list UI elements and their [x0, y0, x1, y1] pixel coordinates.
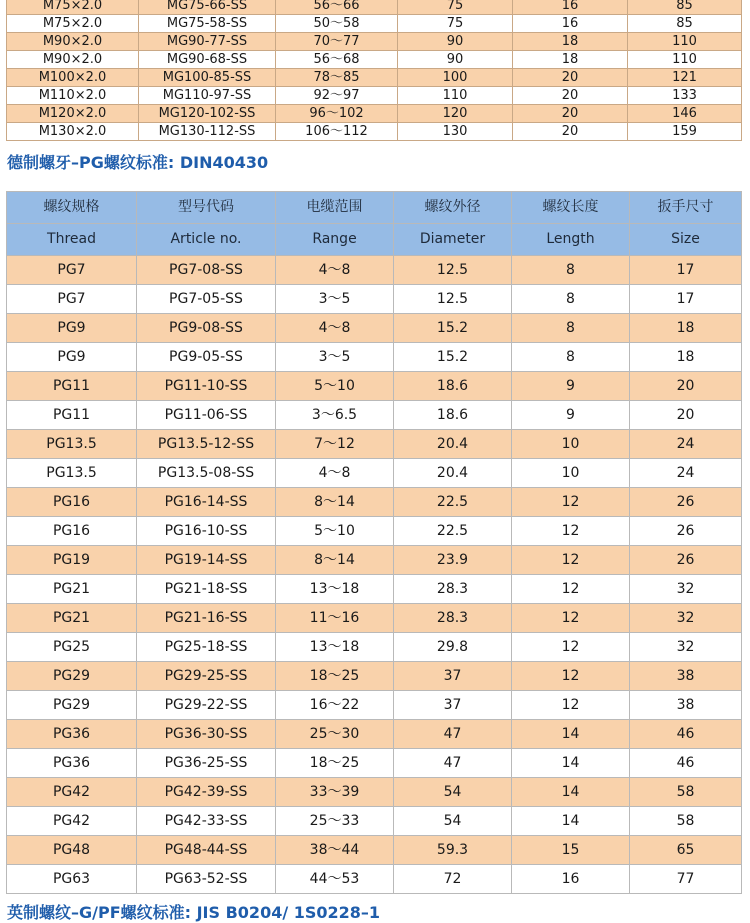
table-cell: PG11 [7, 401, 137, 430]
table-cell: 3～6.5 [276, 401, 394, 430]
table-cell: M120×2.0 [7, 105, 139, 123]
table-cell: 16 [512, 865, 630, 894]
header-row-cn [7, 192, 742, 224]
table-cell: PG13.5 [7, 459, 137, 488]
table-cell: 9 [512, 401, 630, 430]
table-cell: 18～25 [276, 749, 394, 778]
table-cell: 5～10 [276, 517, 394, 546]
table-cell: 20 [513, 123, 628, 141]
table-cell: 18～25 [276, 662, 394, 691]
table-cell: 20 [513, 105, 628, 123]
table-cell: 28.3 [394, 575, 512, 604]
table-cell: PG16 [7, 488, 137, 517]
table-cell: 28.3 [394, 604, 512, 633]
table-cell: 12 [512, 691, 630, 720]
table-cell: PG7-08-SS [137, 256, 276, 285]
table-cell: 58 [630, 807, 742, 836]
table-cell: 12.5 [394, 285, 512, 314]
table-cell: PG48-44-SS [137, 836, 276, 865]
table-cell: PG16 [7, 517, 137, 546]
table-cell: 56～66 [276, 0, 398, 15]
table-row [7, 87, 742, 105]
table-cell: 23.9 [394, 546, 512, 575]
pg-table-header [7, 192, 742, 256]
table-cell: MG110-97-SS [139, 87, 276, 105]
table-cell: MG90-77-SS [139, 33, 276, 51]
table-cell: 12 [512, 517, 630, 546]
table-cell: 78～85 [276, 69, 398, 87]
table-cell: 38 [630, 662, 742, 691]
table-cell: 24 [630, 459, 742, 488]
table-cell: 121 [628, 69, 742, 87]
table-cell: PG7 [7, 285, 137, 314]
table-cell: 4～8 [276, 256, 394, 285]
table-cell: 10 [512, 459, 630, 488]
table-cell: 4～8 [276, 459, 394, 488]
metric-spec-table-body [7, 0, 742, 141]
table-cell: 146 [628, 105, 742, 123]
table-cell: 110 [628, 51, 742, 69]
table-cell: 130 [398, 123, 513, 141]
table-cell: PG63 [7, 865, 137, 894]
table-row [7, 604, 742, 633]
table-cell: PG9-08-SS [137, 314, 276, 343]
table-cell: M75×2.0 [7, 15, 139, 33]
table-cell: 12 [512, 488, 630, 517]
header-en-range: Range [276, 224, 394, 256]
table-cell: 4～8 [276, 314, 394, 343]
table-row [7, 488, 742, 517]
table-row [7, 720, 742, 749]
table-cell: M90×2.0 [7, 33, 139, 51]
pg-thread-spec-table [6, 191, 742, 894]
table-cell: 20.4 [394, 430, 512, 459]
table-cell: M90×2.0 [7, 51, 139, 69]
table-cell: 12 [512, 633, 630, 662]
table-cell: 17 [630, 256, 742, 285]
header-en-size: Size [630, 224, 742, 256]
table-cell: 14 [512, 807, 630, 836]
table-cell: 70～77 [276, 33, 398, 51]
table-cell: 38 [630, 691, 742, 720]
table-cell: 56～68 [276, 51, 398, 69]
table-cell: PG63-52-SS [137, 865, 276, 894]
table-row [7, 51, 742, 69]
table-cell: 46 [630, 720, 742, 749]
table-row [7, 33, 742, 51]
table-cell: 106～112 [276, 123, 398, 141]
table-cell: 38～44 [276, 836, 394, 865]
table-cell: 3～5 [276, 343, 394, 372]
header-row-en [7, 224, 742, 256]
table-cell: 20 [630, 372, 742, 401]
table-cell: 29.8 [394, 633, 512, 662]
table-row [7, 343, 742, 372]
header-cn-length: 螺纹长度 [512, 192, 630, 224]
table-cell: PG36-25-SS [137, 749, 276, 778]
table-cell: 75 [398, 0, 513, 15]
table-cell: 18 [513, 51, 628, 69]
table-cell: 20 [513, 69, 628, 87]
table-cell: 26 [630, 488, 742, 517]
table-cell: 26 [630, 546, 742, 575]
table-row [7, 575, 742, 604]
table-cell: PG13.5-12-SS [137, 430, 276, 459]
table-cell: PG9 [7, 343, 137, 372]
table-row [7, 807, 742, 836]
table-cell: 32 [630, 604, 742, 633]
table-cell: 18.6 [394, 401, 512, 430]
bsp-section-title: 英制螺纹–G/PF螺纹标准: JIS B0204/ 1S0228–1 [7, 903, 381, 922]
table-cell: 59.3 [394, 836, 512, 865]
table-cell: PG9 [7, 314, 137, 343]
table-cell: 159 [628, 123, 742, 141]
header-en-diameter: Diameter [394, 224, 512, 256]
table-cell: 12.5 [394, 256, 512, 285]
table-cell: PG7 [7, 256, 137, 285]
table-cell: 15.2 [394, 343, 512, 372]
table-row [7, 256, 742, 285]
table-cell: 12 [512, 662, 630, 691]
table-cell: 18 [630, 343, 742, 372]
table-cell: 24 [630, 430, 742, 459]
table-cell: 37 [394, 662, 512, 691]
table-cell: 8 [512, 343, 630, 372]
pg-section-title: 德制螺牙–PG螺纹标准: DIN40430 [7, 153, 269, 172]
table-cell: PG21 [7, 575, 137, 604]
table-row [7, 865, 742, 894]
table-cell: 16 [513, 15, 628, 33]
table-cell: 46 [630, 749, 742, 778]
table-cell: 8～14 [276, 546, 394, 575]
table-row [7, 459, 742, 488]
table-cell: PG19-14-SS [137, 546, 276, 575]
table-cell: M110×2.0 [7, 87, 139, 105]
table-cell: 85 [628, 15, 742, 33]
table-cell: 8～14 [276, 488, 394, 517]
table-cell: 90 [398, 51, 513, 69]
table-cell: 54 [394, 807, 512, 836]
table-cell: 15 [512, 836, 630, 865]
table-row [7, 517, 742, 546]
table-cell: 26 [630, 517, 742, 546]
table-cell: 8 [512, 314, 630, 343]
table-cell: PG42-33-SS [137, 807, 276, 836]
table-cell: PG11-06-SS [137, 401, 276, 430]
table-cell: PG36 [7, 749, 137, 778]
table-cell: PG48 [7, 836, 137, 865]
table-cell: PG9-05-SS [137, 343, 276, 372]
table-row [7, 691, 742, 720]
table-cell: PG36 [7, 720, 137, 749]
table-cell: 13～18 [276, 633, 394, 662]
table-cell: 22.5 [394, 488, 512, 517]
table-cell: 12 [512, 546, 630, 575]
table-cell: 110 [628, 33, 742, 51]
table-cell: PG29 [7, 691, 137, 720]
table-cell: 32 [630, 575, 742, 604]
table-cell: 14 [512, 778, 630, 807]
table-row [7, 836, 742, 865]
table-cell: 18.6 [394, 372, 512, 401]
table-cell: M75×2.0 [7, 0, 139, 15]
table-cell: 3～5 [276, 285, 394, 314]
table-cell: PG29-25-SS [137, 662, 276, 691]
table-cell: 7～12 [276, 430, 394, 459]
table-cell: 58 [630, 778, 742, 807]
table-cell: 120 [398, 105, 513, 123]
table-cell: 47 [394, 720, 512, 749]
table-cell: 44～53 [276, 865, 394, 894]
table-cell: PG21-18-SS [137, 575, 276, 604]
table-cell: 25～30 [276, 720, 394, 749]
table-cell: 92～97 [276, 87, 398, 105]
table-cell: MG100-85-SS [139, 69, 276, 87]
table-row [7, 430, 742, 459]
header-en-article: Article no. [137, 224, 276, 256]
table-cell: 18 [630, 314, 742, 343]
table-cell: 77 [630, 865, 742, 894]
table-cell: 20 [513, 87, 628, 105]
table-cell: PG13.5 [7, 430, 137, 459]
table-cell: PG42 [7, 807, 137, 836]
table-cell: PG25-18-SS [137, 633, 276, 662]
header-cn-range: 电缆范围 [276, 192, 394, 224]
table-cell: PG21-16-SS [137, 604, 276, 633]
table-cell: MG75-66-SS [139, 0, 276, 15]
table-cell: 16～22 [276, 691, 394, 720]
table-cell: 133 [628, 87, 742, 105]
table-cell: 50～58 [276, 15, 398, 33]
header-cn-article: 型号代码 [137, 192, 276, 224]
table-cell: 25～33 [276, 807, 394, 836]
table-cell: PG11-10-SS [137, 372, 276, 401]
table-cell: 96～102 [276, 105, 398, 123]
table-cell: 72 [394, 865, 512, 894]
table-cell: 110 [398, 87, 513, 105]
header-cn-size: 扳手尺寸 [630, 192, 742, 224]
table-row [7, 372, 742, 401]
table-cell: 33～39 [276, 778, 394, 807]
table-cell: 32 [630, 633, 742, 662]
table-cell: 47 [394, 749, 512, 778]
table-cell: PG11 [7, 372, 137, 401]
table-cell: 5～10 [276, 372, 394, 401]
table-row [7, 69, 742, 87]
table-cell: 8 [512, 285, 630, 314]
header-en-length: Length [512, 224, 630, 256]
table-cell: PG29 [7, 662, 137, 691]
header-cn-diameter: 螺纹外径 [394, 192, 512, 224]
table-cell: 85 [628, 0, 742, 15]
table-row [7, 285, 742, 314]
table-cell: 17 [630, 285, 742, 314]
table-row [7, 778, 742, 807]
table-cell: 12 [512, 604, 630, 633]
table-cell: PG21 [7, 604, 137, 633]
table-cell: 11～16 [276, 604, 394, 633]
header-en-thread: Thread [7, 224, 137, 256]
table-cell: 12 [512, 575, 630, 604]
table-cell: PG7-05-SS [137, 285, 276, 314]
table-cell: MG75-58-SS [139, 15, 276, 33]
table-cell: 54 [394, 778, 512, 807]
table-row [7, 662, 742, 691]
table-cell: 10 [512, 430, 630, 459]
table-cell: PG25 [7, 633, 137, 662]
metric-spec-table-continued [6, 0, 742, 141]
pg-table-body [7, 256, 742, 894]
table-cell: 18 [513, 33, 628, 51]
table-cell: 90 [398, 33, 513, 51]
table-cell: PG13.5-08-SS [137, 459, 276, 488]
table-cell: 65 [630, 836, 742, 865]
table-cell: 14 [512, 749, 630, 778]
table-cell: 15.2 [394, 314, 512, 343]
table-row [7, 546, 742, 575]
table-cell: 20.4 [394, 459, 512, 488]
table-cell: 37 [394, 691, 512, 720]
table-cell: M100×2.0 [7, 69, 139, 87]
table-cell: 9 [512, 372, 630, 401]
table-row [7, 314, 742, 343]
header-cn-thread: 螺纹规格 [7, 192, 137, 224]
table-row [7, 105, 742, 123]
table-cell: 100 [398, 69, 513, 87]
table-cell: MG120-102-SS [139, 105, 276, 123]
table-cell: 16 [513, 0, 628, 15]
table-cell: PG16-14-SS [137, 488, 276, 517]
table-row [7, 15, 742, 33]
table-row [7, 749, 742, 778]
table-cell: 8 [512, 256, 630, 285]
table-cell: 20 [630, 401, 742, 430]
table-cell: MG90-68-SS [139, 51, 276, 69]
table-cell: 14 [512, 720, 630, 749]
table-row [7, 123, 742, 141]
table-cell: PG16-10-SS [137, 517, 276, 546]
table-cell: M130×2.0 [7, 123, 139, 141]
table-cell: 13～18 [276, 575, 394, 604]
table-cell: PG19 [7, 546, 137, 575]
table-cell: PG29-22-SS [137, 691, 276, 720]
table-cell: 22.5 [394, 517, 512, 546]
table-row [7, 0, 742, 15]
table-cell: PG42 [7, 778, 137, 807]
table-row [7, 401, 742, 430]
table-cell: PG36-30-SS [137, 720, 276, 749]
table-cell: PG42-39-SS [137, 778, 276, 807]
table-cell: 75 [398, 15, 513, 33]
table-cell: MG130-112-SS [139, 123, 276, 141]
table-row [7, 633, 742, 662]
